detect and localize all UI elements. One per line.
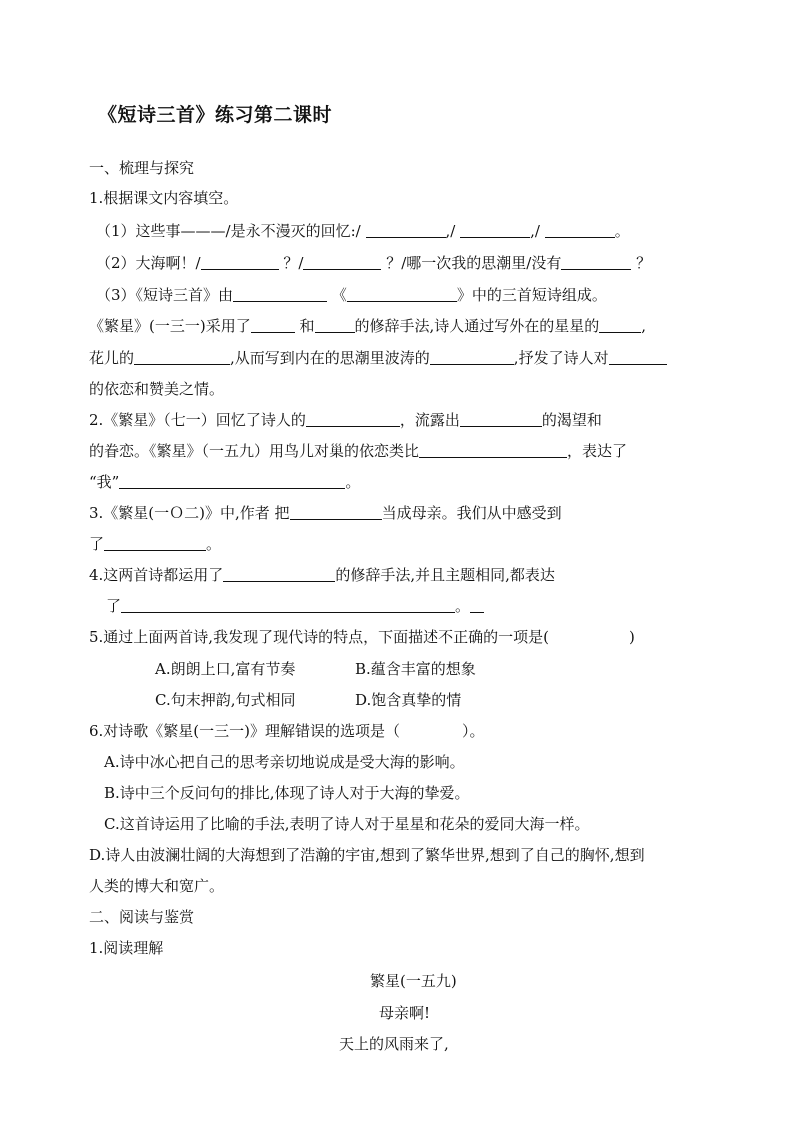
answer-blank[interactable] [201, 254, 279, 270]
q1-item-4: 《繁星》(一三一)采用了 和 的修辞手法,诗人通过写外在的星星的 , [89, 317, 647, 335]
answer-blank[interactable] [119, 473, 345, 489]
answer-blank[interactable] [430, 349, 514, 365]
q6-option-d-cont: 人类的博大和宽广。 [89, 877, 225, 895]
q1-item-5: 花儿的 ,从而写到内在的思潮里波涛的 ,抒发了诗人对 [89, 348, 667, 368]
q2-line-2: 的眷恋。《繁星》（一五九）用鸟儿对巢的依恋类比 ，表达了 [89, 442, 628, 460]
section-heading-1: 一、梳理与探究 [89, 159, 195, 177]
answer-blank[interactable] [134, 349, 230, 365]
poem-title: 繁星(一五九) [370, 972, 457, 990]
q3-line-2: 了 。 [89, 535, 222, 553]
answer-blank[interactable] [609, 349, 667, 365]
q5-stem: 5.通过上面两首诗,我发现了现代诗的特点，下面描述不正确的一项是( ) [89, 628, 635, 646]
answer-blank[interactable] [315, 317, 355, 333]
poem-line: 天上的风雨来了, [339, 1035, 449, 1053]
q5-option-b[interactable]: B.蕴含丰富的想象 [355, 660, 476, 678]
q5-option-a[interactable]: A.朗朗上口,富有节奏 [155, 660, 296, 678]
answer-blank[interactable] [223, 566, 335, 582]
q4-line-1: 4.这两首诗都运用了 的修辞手法,并且主题相同,都表达 [89, 566, 555, 584]
q1-item-2: （2）大海啊！/ ？/ ？/哪一次我的思潮里/没有 ？ [96, 254, 652, 272]
page-title: 《短诗三首》练习第二课时 [98, 104, 333, 126]
q4-line-2: 了 。 [106, 596, 484, 616]
answer-blank[interactable] [303, 254, 381, 270]
q6-stem: 6.对诗歌《繁星(一三一)》理解错误的选项是（ ）。 [89, 722, 485, 740]
q5-option-c[interactable]: C.句末押韵,句式相同 [155, 691, 296, 709]
q6-option-d[interactable]: D.诗人由波澜壮阔的大海想到了浩瀚的宇宙,想到了繁华世界,想到了自己的胸怀,想到 [89, 846, 645, 864]
q1-item-6: 的依恋和赞美之情。 [89, 380, 225, 398]
q1-item-3: （3）《短诗三首》由 《 》中的三首短诗组成。 [96, 286, 607, 304]
q2-line-3: “我” 。 [89, 473, 361, 491]
answer-blank[interactable] [347, 286, 457, 302]
answer-blank[interactable] [460, 411, 542, 427]
answer-blank[interactable] [366, 222, 446, 238]
q6-option-c[interactable]: C.这首诗运用了比喻的手法,表明了诗人对于星星和花朵的爱同大海一样。 [104, 815, 590, 833]
answer-blank[interactable] [545, 222, 615, 238]
q2-line-1: 2.《繁星》（七一）回忆了诗人的 ，流露出 的渴望和 [89, 411, 602, 429]
answer-blank[interactable] [251, 317, 295, 333]
q6-option-a[interactable]: A.诗中冰心把自己的思考亲切地说成是受大海的影响。 [104, 753, 465, 771]
answer-blank[interactable] [121, 597, 455, 613]
answer-blank[interactable] [599, 317, 641, 333]
answer-blank[interactable] [306, 411, 400, 427]
poem-line: 母亲啊! [379, 1004, 431, 1022]
section-heading-2: 二、阅读与鉴赏 [89, 908, 195, 926]
q1-item-1: （1）这些事———/是永不漫灭的回忆:/ ,/ ,/ 。 [96, 222, 630, 240]
answer-blank[interactable] [561, 254, 631, 270]
answer-blank[interactable] [460, 222, 530, 238]
reading-heading: 1.阅读理解 [89, 939, 164, 957]
answer-blank[interactable] [290, 504, 382, 520]
answer-blank[interactable] [419, 442, 567, 458]
q5-option-d[interactable]: D.饱含真挚的情 [355, 691, 462, 709]
q1-heading: 1.根据课文内容填空。 [89, 189, 239, 207]
q3-line-1: 3.《繁星(一Ｏ二)》中,作者 把 当成母亲。我们从中感受到 [89, 504, 562, 522]
q6-option-b[interactable]: B.诗中三个反问句的排比,体现了诗人对于大海的挚爱。 [104, 784, 470, 802]
answer-blank[interactable] [233, 286, 327, 302]
answer-blank[interactable] [104, 535, 206, 551]
